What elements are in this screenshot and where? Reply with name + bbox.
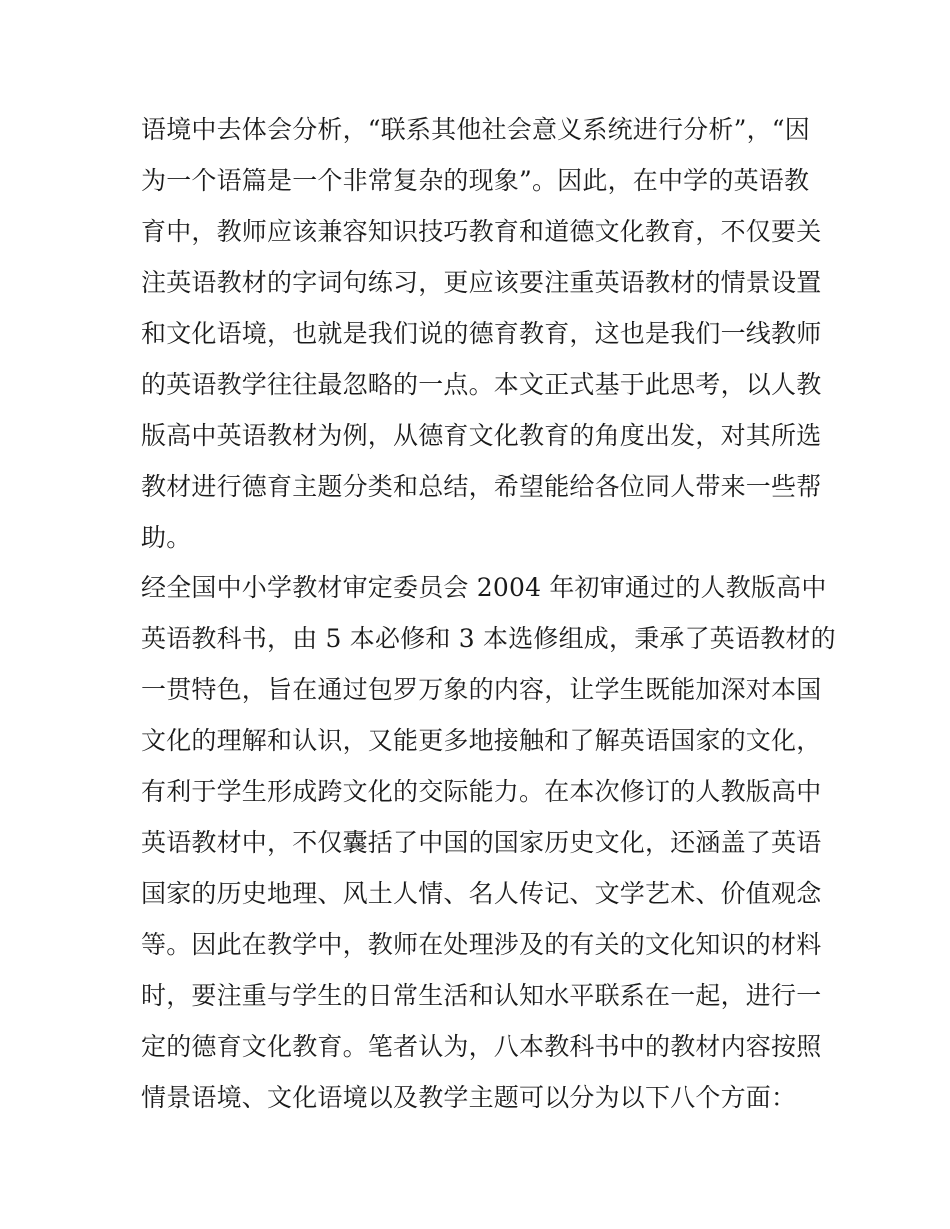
paragraph-line: 版高中英语教材为例，从德育文化教育的角度出发，对其所选 (141, 421, 822, 450)
paragraph-line: 和文化语境，也就是我们说的德育教育，这也是我们一线教师 (141, 319, 822, 348)
paragraph-line: 有利于学生形成跨文化的交际能力。在本次修订的人教版高中 (141, 777, 822, 806)
paragraph-line: 的英语教学往往最忽略的一点。本文正式基于此思考，以人教 (141, 370, 822, 399)
paragraph-line: 英语教科书，由 5 本必修和 3 本选修组成，秉承了英语教材的 (141, 624, 836, 653)
paragraph-line: 情景语境、文化语境以及教学主题可以分为以下八个方面： (141, 1083, 797, 1112)
paragraph-line: 等。因此在教学中，教师在处理涉及的有关的文化知识的材料 (141, 930, 822, 959)
paragraph-line: 一贯特色，旨在通过包罗万象的内容，让学生既能加深对本国 (141, 675, 822, 704)
paragraph-line: 经全国中小学教材审定委员会 2004 年初审通过的人教版高中 (141, 573, 827, 602)
paragraph-line: 注英语教材的字词句练习，更应该要注重英语教材的情景设置 (141, 268, 822, 297)
paragraph-line: 定的德育文化教育。笔者认为，八本教科书中的教材内容按照 (141, 1032, 822, 1061)
paragraph-line: 英语教材中，不仅囊括了中国的国家历史文化，还涵盖了英语 (141, 828, 822, 857)
paragraph-line: 文化的理解和认识，又能更多地接触和了解英语国家的文化， (141, 726, 822, 755)
paragraph-line: 语境中去体会分析，“联系其他社会意义系统进行分析”，“因 (141, 115, 810, 144)
paragraph-line: 国家的历史地理、风土人情、名人传记、文学艺术、价值观念 (141, 879, 822, 908)
paragraph-line: 育中，教师应该兼容知识技巧教育和道德文化教育，不仅要关 (141, 217, 822, 246)
paragraph-line: 时，要注重与学生的日常生活和认知水平联系在一起，进行一 (141, 981, 822, 1010)
paragraph-line: 助。 (141, 523, 192, 552)
paragraph-line: 教材进行德育主题分类和总结，希望能给各位同人带来一些帮 (141, 472, 822, 501)
paragraph-line: 为一个语篇是一个非常复杂的现象”。因此，在中学的英语教 (141, 166, 810, 195)
